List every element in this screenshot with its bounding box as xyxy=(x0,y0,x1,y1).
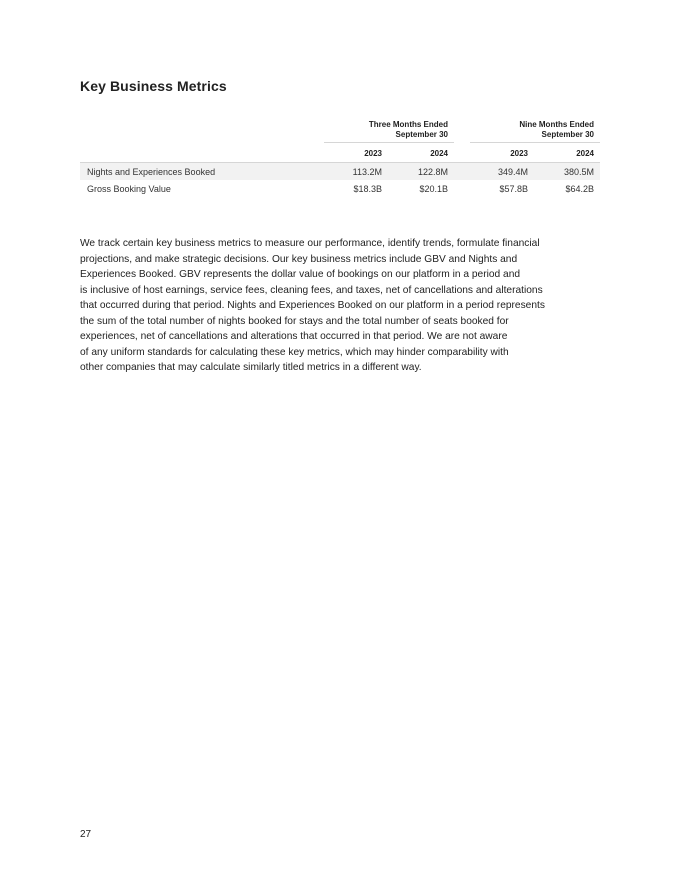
row-label: Nights and Experiences Booked xyxy=(80,163,324,181)
nine-months-header-line1: Nine Months Ended xyxy=(519,120,594,129)
paragraph-line: is inclusive of host earnings, service fees, cleaning fees, and taxes, net of cancellations and alterations xyxy=(80,284,543,296)
table-cell: $18.3B xyxy=(353,183,382,194)
three-months-header-line2: September 30 xyxy=(395,130,448,139)
year-header-3m-2024: 2024 xyxy=(430,149,448,158)
year-header-3m-2023: 2023 xyxy=(364,149,382,158)
section-title: Key Business Metrics xyxy=(80,78,227,94)
table-row-gross-booking-value xyxy=(80,180,600,197)
table-cell: $20.1B xyxy=(419,183,448,194)
metrics-description-paragraph xyxy=(80,236,600,376)
table-group-header-row xyxy=(80,120,600,143)
paragraph-line: projections, and make strategic decisions. Our key business metrics include GBV and Nights and xyxy=(80,253,518,265)
nine-months-header xyxy=(470,120,600,143)
table-year-header-row xyxy=(80,143,600,163)
year-row-spacer xyxy=(80,143,324,163)
table-cell: 349.4M xyxy=(470,163,534,181)
year-header-9m-2024: 2024 xyxy=(576,149,594,158)
table-header-gap xyxy=(454,120,470,143)
nine-months-header-line2: September 30 xyxy=(541,130,594,139)
table-gap-cell xyxy=(454,163,470,181)
three-months-header xyxy=(324,120,454,143)
paragraph-line: that occurred during that period. Nights and Experiences Booked on our platform in a period represents xyxy=(80,300,545,311)
year-row-gap xyxy=(454,143,470,163)
paragraph-line: Experiences Booked. GBV represents the dollar value of bookings on our platform in a period and xyxy=(80,269,521,280)
page-number: 27 xyxy=(80,829,92,840)
paragraph-line: of any uniform standards for calculating these key metrics, which may hinder comparability with xyxy=(80,346,509,358)
table-cell: 122.8M xyxy=(388,163,454,181)
paragraph-line: the sum of the total number of nights booked for stays and the total number of seats booked for xyxy=(80,315,509,327)
table-cell: $64.2B xyxy=(565,183,594,194)
table-gap-cell xyxy=(454,180,470,197)
table-row-nights-experiences xyxy=(80,163,600,181)
three-months-header-line1: Three Months Ended xyxy=(368,120,448,129)
row-label: Gross Booking Value xyxy=(87,183,171,194)
paragraph-line: experiences, net of cancellations and alterations that occurred in that period. We are not aware xyxy=(80,331,508,342)
paragraph-line: We track certain key business metrics to measure our performance, identify trends, formulate financial xyxy=(80,238,540,249)
paragraph-line: other companies that may calculate similarly titled metrics in a different way. xyxy=(80,362,422,373)
table-header-spacer xyxy=(80,120,324,143)
table-cell: $57.8B xyxy=(499,183,528,194)
table-cell: 380.5M xyxy=(534,163,600,181)
table-cell: 113.2M xyxy=(324,163,388,181)
key-metrics-table xyxy=(80,120,600,197)
year-header-9m-2023: 2023 xyxy=(510,149,528,158)
